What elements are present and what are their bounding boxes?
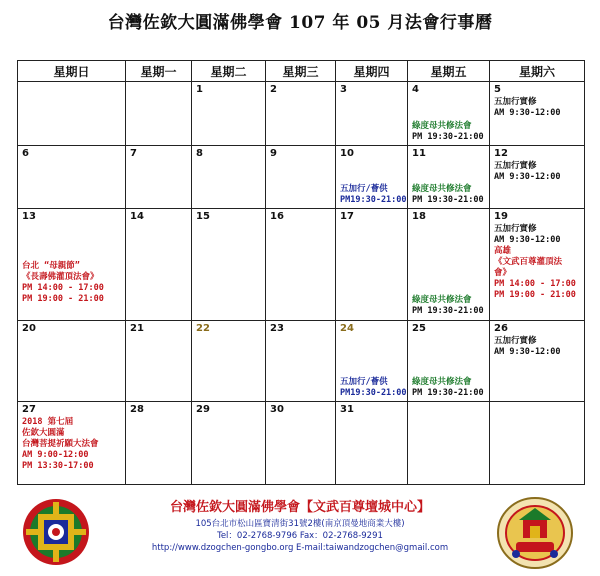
event-line: AM 9:30-12:00	[494, 172, 561, 183]
org-address: 105台北市松山區寶清街31號2樓(南京頂曼地商業大樓)	[195, 519, 405, 529]
day-cell	[266, 320, 336, 401]
temple-seal-icon	[496, 496, 574, 570]
weekday-thursday: 星期四	[336, 61, 408, 82]
day-number: 3	[340, 84, 347, 95]
day-cell	[266, 146, 336, 209]
calendar-table	[17, 60, 585, 485]
day-cell	[18, 320, 126, 401]
day-cell	[266, 401, 336, 484]
event-line: 五加行實修	[494, 97, 537, 107]
day-cell	[126, 209, 192, 320]
day-cell	[336, 320, 408, 401]
event-line: 綠度母共修法會	[412, 184, 472, 195]
event-line: 會》	[494, 268, 512, 279]
event-line: 五加行/薈供	[340, 376, 388, 387]
event-block	[412, 295, 488, 317]
event-line: AM 9:30-12:00	[494, 346, 561, 357]
org-phone: Tel：02-2768-9796 Fax：02-2768-9291	[217, 531, 383, 541]
day-number: 2	[270, 84, 277, 95]
day-cell	[336, 209, 408, 320]
week-row	[18, 401, 585, 484]
day-number: 13	[22, 211, 36, 223]
event-line: 2018 第七屆	[22, 416, 74, 427]
event-line: 綠度母共修法會	[412, 295, 472, 306]
day-cell	[490, 401, 585, 484]
event-line: PM19:30-21:00	[340, 387, 407, 398]
event-block	[22, 417, 124, 472]
event-line: PM 14:00 - 17:00	[494, 279, 576, 290]
dzogchen-emblem-icon	[22, 498, 90, 566]
day-number: 14	[130, 211, 144, 223]
day-number: 21	[130, 322, 144, 334]
day-number: 19	[494, 211, 508, 223]
event-block	[412, 121, 488, 143]
event-line: PM 19:30-21:00	[412, 387, 484, 398]
day-cell	[192, 320, 266, 401]
day-number: 9	[270, 148, 277, 160]
event-block	[494, 224, 583, 246]
event-line: 五加行實修	[494, 335, 537, 346]
day-number: 29	[196, 403, 210, 415]
event-line: 《長壽佛灌頂法會》	[22, 272, 99, 283]
event-line: PM 13:30-17:00	[22, 460, 94, 471]
day-number: 25	[412, 322, 426, 334]
day-number: 8	[196, 148, 203, 160]
event-line: PM 19:30-21:00	[412, 132, 484, 142]
day-number: 31	[340, 403, 354, 415]
event-line: 五加行/薈供	[340, 184, 388, 195]
event-block	[494, 161, 583, 183]
day-number: 15	[196, 211, 210, 223]
day-number: 27	[22, 403, 36, 415]
day-number: 18	[412, 211, 426, 223]
day-number: 23	[270, 322, 284, 334]
day-cell	[336, 146, 408, 209]
organization-info	[110, 496, 490, 554]
event-block	[340, 377, 406, 399]
event-line: 高雄	[494, 246, 512, 257]
event-line: 五加行實修	[494, 224, 537, 235]
day-cell	[126, 82, 192, 146]
day-number: 1	[196, 84, 203, 95]
day-number: 17	[340, 211, 354, 223]
week-row	[18, 146, 585, 209]
day-number: 28	[130, 403, 144, 415]
org-name: 台灣佐欽大圓滿佛學會【文武百尊壇城中心】	[169, 500, 430, 515]
event-line: 台灣菩提祈願大法會	[22, 438, 99, 449]
day-cell	[18, 82, 126, 146]
day-number: 6	[22, 148, 29, 160]
day-cell	[490, 146, 585, 209]
day-number: 11	[412, 148, 426, 160]
weekday-saturday: 星期六	[490, 61, 585, 82]
day-cell	[490, 209, 585, 320]
day-cell	[18, 209, 126, 320]
day-number: 30	[270, 403, 284, 415]
day-cell	[408, 82, 490, 146]
event-block	[340, 184, 406, 206]
event-line: 綠度母共修法會	[412, 376, 472, 387]
event-block	[494, 336, 583, 358]
day-number: 5	[494, 84, 501, 95]
day-number: 7	[130, 148, 137, 160]
day-cell	[408, 146, 490, 209]
page-title: 台灣佐欽大圓滿佛學會 107 年 05 月法會行事曆	[107, 13, 493, 33]
day-cell	[336, 401, 408, 484]
day-number: 26	[494, 322, 508, 334]
event-line: 《文武百尊灌頂法	[494, 257, 563, 268]
event-line: PM 19:00 - 21:00	[494, 290, 576, 301]
day-cell	[126, 320, 192, 401]
event-line: PM 19:30-21:00	[412, 195, 484, 206]
week-row	[18, 82, 585, 146]
day-cell	[408, 320, 490, 401]
weekday-header-row	[18, 61, 585, 82]
event-block	[412, 184, 488, 206]
day-number: 4	[412, 84, 419, 95]
week-row	[18, 320, 585, 401]
event-block	[494, 246, 583, 301]
event-line: PM 19:00 - 21:00	[22, 294, 104, 305]
footer	[0, 490, 600, 576]
event-line: AM 9:30-12:00	[494, 108, 561, 118]
day-cell	[126, 146, 192, 209]
event-line: PM 19:30-21:00	[412, 306, 484, 317]
event-line: 佐欽大圓滿	[22, 427, 65, 438]
weekday-friday: 星期五	[408, 61, 490, 82]
event-line: 台北 “母親節”	[22, 261, 80, 272]
event-line: PM 14:00 - 17:00	[22, 283, 104, 294]
day-number: 12	[494, 148, 508, 160]
org-website-email[interactable]: http://www.dzogchen-gongbo.org E-mail:taiwandzogchen@gmail.com	[151, 543, 449, 553]
event-block	[412, 377, 488, 399]
event-line: AM 9:00-12:00	[22, 449, 89, 460]
day-cell	[336, 82, 408, 146]
event-block	[494, 97, 583, 119]
weekday-sunday: 星期日	[18, 61, 126, 82]
weekday-tuesday: 星期二	[192, 61, 266, 82]
day-cell	[192, 209, 266, 320]
day-number: 24	[340, 322, 354, 334]
event-line: 五加行實修	[494, 161, 537, 172]
day-cell	[266, 82, 336, 146]
day-cell	[126, 401, 192, 484]
weekday-wednesday: 星期三	[266, 61, 336, 82]
day-cell	[192, 401, 266, 484]
day-number: 20	[22, 322, 36, 334]
day-number: 10	[340, 148, 354, 160]
day-number: 16	[270, 211, 284, 223]
event-line: PM19:30-21:00	[340, 195, 407, 206]
week-row	[18, 209, 585, 320]
day-cell	[408, 209, 490, 320]
day-cell	[490, 320, 585, 401]
day-number: 22	[196, 322, 210, 334]
day-cell	[490, 82, 585, 146]
day-cell	[18, 146, 126, 209]
day-cell	[266, 209, 336, 320]
event-block	[22, 261, 124, 305]
day-cell	[192, 146, 266, 209]
event-line: AM 9:30-12:00	[494, 235, 561, 246]
weekday-monday: 星期一	[126, 61, 192, 82]
event-line: 綠度母共修法會	[412, 121, 472, 131]
day-cell	[18, 401, 126, 484]
day-cell	[408, 401, 490, 484]
day-cell	[192, 82, 266, 146]
